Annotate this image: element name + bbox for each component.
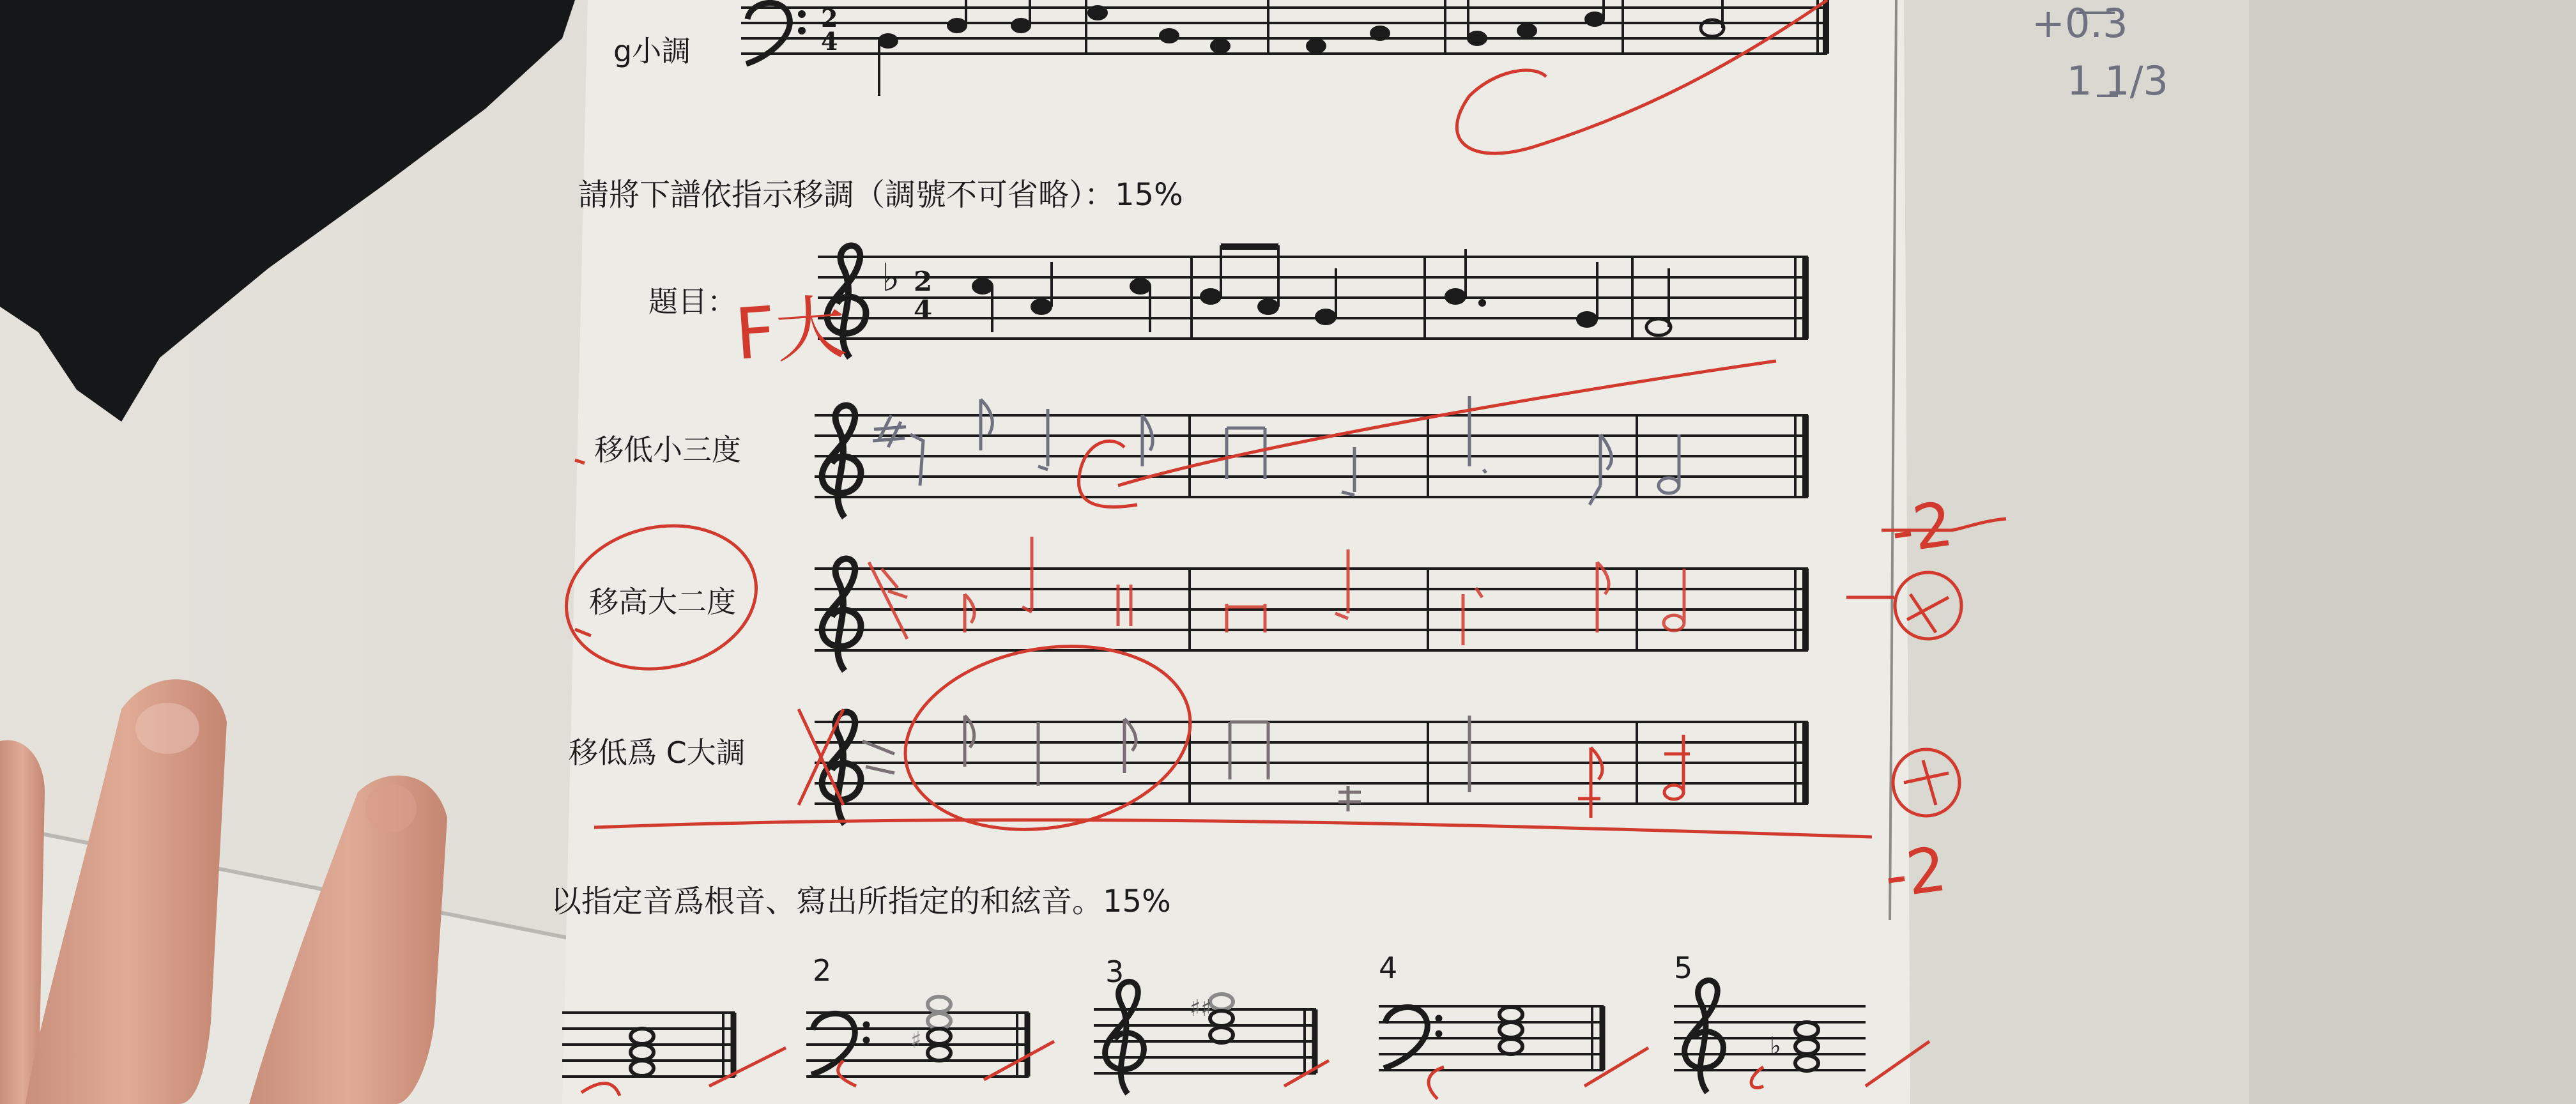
svg-text:♯♯: ♯♯ (1190, 995, 1212, 1022)
pencil-note-2: 1 1/3 (2067, 57, 2168, 104)
row-label-to-c-major: 移低爲 C大調 (569, 735, 746, 770)
paper-sheet (562, 0, 1910, 1104)
row-label-minor-third-down: 移低小三度 (594, 433, 741, 467)
svg-text:♯: ♯ (910, 1027, 922, 1054)
transposition-instruction: 請將下譜依指示移調（調號不可省略）：15% (578, 177, 1183, 213)
svg-text:♭: ♭ (1770, 1032, 1781, 1060)
svg-text:4: 4 (821, 27, 838, 56)
red-key-annotation: F大 (732, 286, 849, 376)
row-label-major-second-up: 移高大二度 (589, 585, 736, 619)
svg-text:4: 4 (914, 295, 933, 326)
chord-number-5: 5 (1674, 951, 1693, 985)
red-score-1: -2 (1886, 487, 1958, 568)
desk-edge (2249, 0, 2576, 1104)
chord-instruction: 以指定音爲根音、寫出所指定的和絃音。15% (551, 884, 1171, 919)
svg-text:♭: ♭ (882, 256, 900, 300)
svg-text:2: 2 (821, 4, 838, 33)
row-label-question: 題目： (648, 284, 737, 319)
pencil-note-1: +0.3 (2032, 0, 2128, 47)
chord-number-2: 2 (813, 953, 832, 988)
svg-text:2: 2 (914, 266, 933, 297)
g-minor-label: g小調 (613, 34, 691, 68)
red-score-2: -2 (1880, 832, 1951, 913)
chord-number-4: 4 (1379, 951, 1398, 985)
chord-number-3: 3 (1105, 954, 1124, 989)
